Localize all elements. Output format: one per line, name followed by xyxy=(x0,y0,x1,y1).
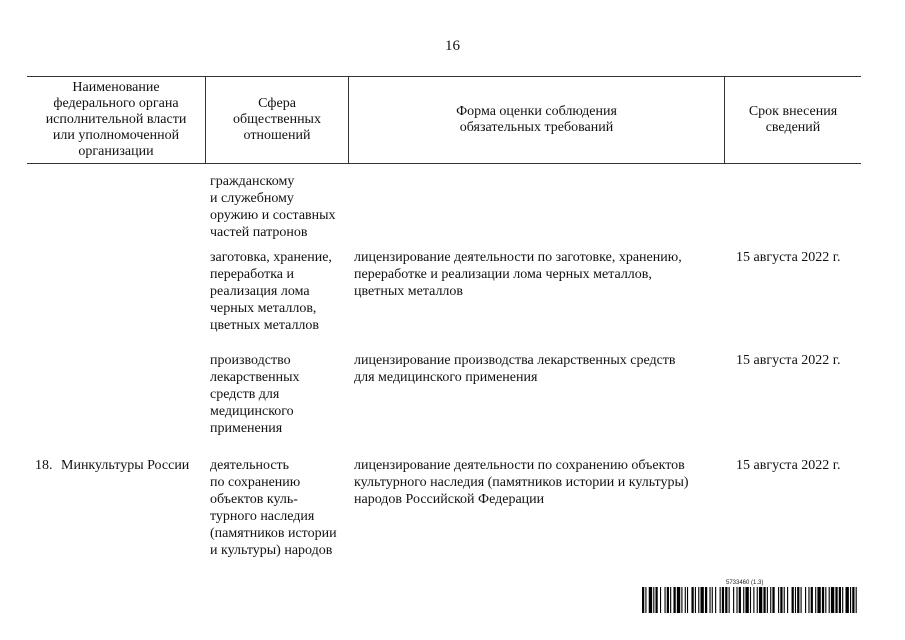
barcode-bar xyxy=(709,587,710,613)
term-cell: 15 августа 2022 г. xyxy=(736,353,841,368)
barcode-bar xyxy=(677,587,680,613)
barcode-bar xyxy=(670,587,671,613)
barcode-bar xyxy=(715,587,716,613)
sphere-cell: производство лекарственных средств для медицинского применения xyxy=(210,353,300,436)
barcode-bar xyxy=(784,587,785,613)
barcode-bar xyxy=(829,587,830,613)
barcode-bar xyxy=(780,587,782,613)
barcode-bar xyxy=(645,587,646,613)
barcode-bar xyxy=(757,587,758,613)
barcode-bar xyxy=(729,587,730,613)
barcode-bar xyxy=(664,587,665,613)
barcode-bar xyxy=(649,587,652,613)
header-term: Срок внесения сведений xyxy=(748,104,838,135)
barcode-bar xyxy=(801,587,802,613)
barcode-bar xyxy=(792,587,794,613)
barcode-bar xyxy=(660,587,661,613)
barcode-label: 5733460 (1.3) xyxy=(726,580,764,586)
header-form: Форма оценки соблюдения обязательных требований xyxy=(456,104,617,135)
org-cell: Минкультуры России xyxy=(61,458,190,473)
barcode xyxy=(642,587,859,613)
barcode-bar xyxy=(673,587,675,613)
barcode-bar xyxy=(725,587,727,613)
barcode-bar xyxy=(720,587,721,613)
barcode-bar xyxy=(655,587,657,613)
row-number: 18. xyxy=(35,458,53,473)
header-org: Наименование федерального органа исполнительной власти или уполномоченной организации xyxy=(45,80,187,159)
barcode-bar xyxy=(770,587,771,613)
barcode-bar xyxy=(759,587,762,613)
barcode-bar xyxy=(825,587,826,613)
barcode-bar xyxy=(817,587,820,613)
barcode-bar xyxy=(842,587,843,613)
barcode-bar xyxy=(811,587,813,613)
barcode-bar xyxy=(687,587,688,613)
barcode-bar xyxy=(685,587,686,613)
page-number: 16 xyxy=(445,38,460,54)
barcode-bar xyxy=(787,587,788,613)
barcode-bar xyxy=(739,587,741,613)
barcode-bar xyxy=(681,587,682,613)
barcode-bar xyxy=(815,587,816,613)
barcode-bar xyxy=(712,587,713,613)
barcode-bar xyxy=(805,587,806,613)
form-cell: лицензирование деятельности по заготовке, хранению, переработке и реализации лома черных металлов, цветных металлов xyxy=(354,250,682,299)
barcode-bar xyxy=(691,587,693,613)
barcode-bar xyxy=(753,587,754,613)
barcode-bar xyxy=(767,587,768,613)
barcode-bar xyxy=(743,587,744,613)
barcode-bar xyxy=(763,587,765,613)
form-cell: лицензирование производства лекарственных средств для медицинского применения xyxy=(354,353,676,385)
barcode-bar xyxy=(850,587,851,613)
barcode-bar xyxy=(835,587,837,613)
barcode-bar xyxy=(795,587,796,613)
barcode-bar xyxy=(778,587,779,613)
form-cell: лицензирование деятельности по сохранению объектов культурного наследия (памятников истории и культуры) народов Российской Федерации xyxy=(354,458,689,507)
barcode-bar xyxy=(642,587,644,613)
barcode-bar xyxy=(797,587,799,613)
barcode-bar xyxy=(831,587,834,613)
barcode-bar xyxy=(667,587,669,613)
barcode-bar xyxy=(839,587,841,613)
sphere-cell: заготовка, хранение, переработка и реализация лома черных металлов, цветных металлов xyxy=(210,250,332,333)
barcode-bar xyxy=(808,587,809,613)
barcode-bar xyxy=(750,587,751,613)
barcode-bar xyxy=(698,587,699,613)
barcode-bar xyxy=(846,587,849,613)
barcode-bar xyxy=(745,587,748,613)
barcode-bar xyxy=(822,587,824,613)
term-cell: 15 августа 2022 г. xyxy=(736,458,841,473)
barcode-bar xyxy=(856,587,857,613)
barcode-bar xyxy=(705,587,707,613)
barcode-bar xyxy=(653,587,654,613)
header-sphere: Сфера общественных отношений xyxy=(233,96,321,143)
barcode-bar xyxy=(736,587,737,613)
barcode-bar xyxy=(733,587,734,613)
barcode-bar xyxy=(852,587,854,613)
sphere-cell: деятельность по сохранению объектов куль- турного наследия (памятников истории и культуры) народов xyxy=(210,458,337,558)
sphere-cell: гражданскому и служебному оружию и составных частей патронов xyxy=(210,174,336,240)
barcode-bar xyxy=(695,587,696,613)
term-cell: 15 августа 2022 г. xyxy=(736,250,841,265)
barcode-bar xyxy=(722,587,724,613)
header-bottom-rule xyxy=(27,163,861,164)
barcode-bar xyxy=(772,587,774,613)
barcode-bar xyxy=(700,587,703,613)
